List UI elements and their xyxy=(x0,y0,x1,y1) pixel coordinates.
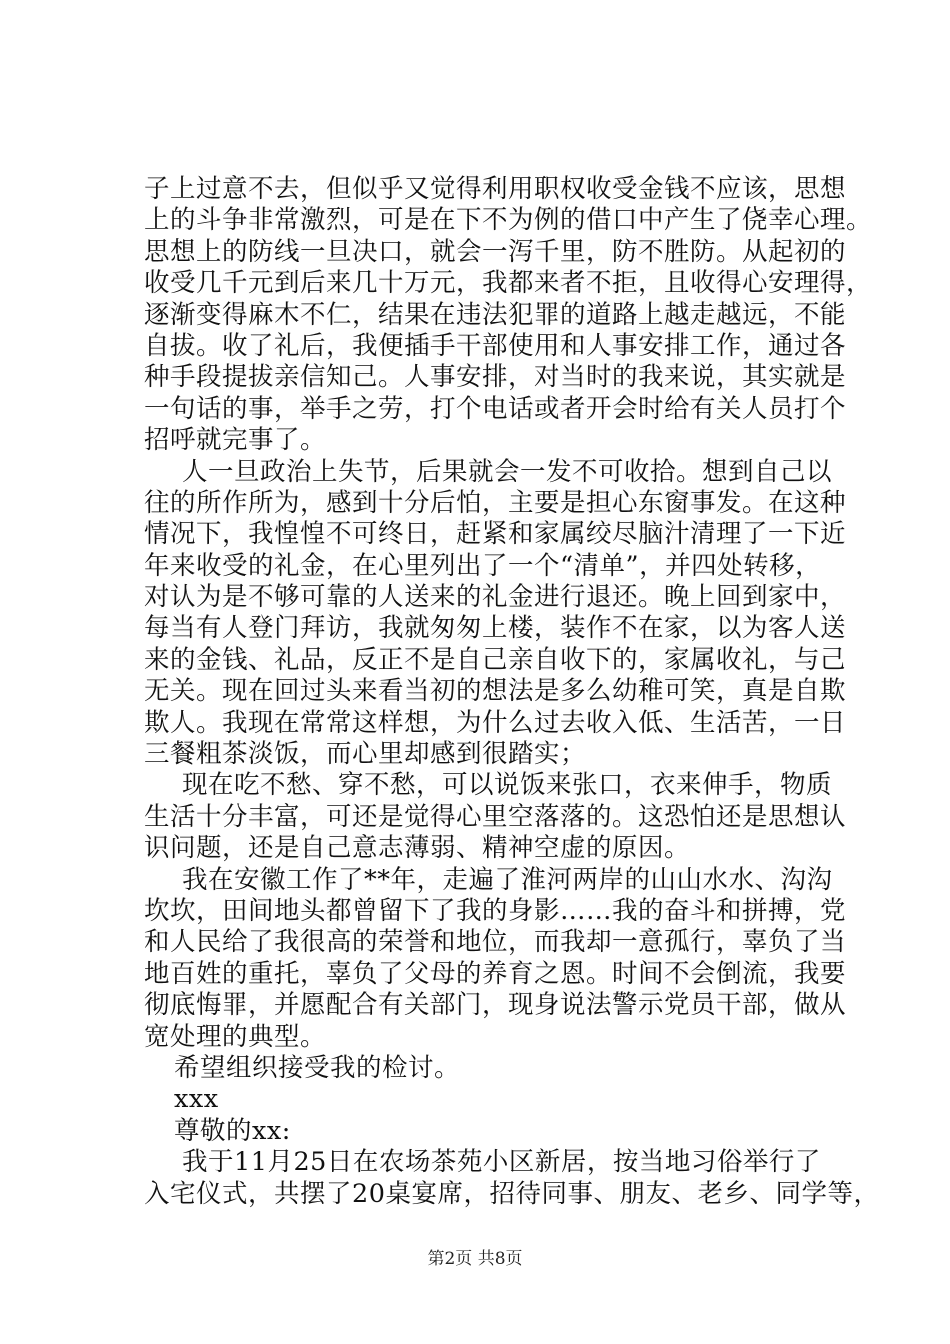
text-line: 上的斗争非常激烈，可是在下不为例的借口中产生了侥幸心理。 xyxy=(144,205,873,236)
document-body xyxy=(144,174,880,1210)
text-line: 逐渐变得麻木不仁，结果在违法犯罪的道路上越走越远，不能 xyxy=(144,299,847,330)
page-number-footer: 第2页 共8页 xyxy=(427,1249,523,1269)
paragraph-start-line: 人一旦政治上失节，后果就会一发不可收拾。想到自己以 xyxy=(182,456,833,487)
text-line: 生活十分丰富，可还是觉得心里空落落的。这恐怕还是思想认 xyxy=(144,801,847,832)
text-line: 欺人。我现在常常这样想，为什么过去收入低、生活苦，一日 xyxy=(144,707,847,738)
signature-line: xxx xyxy=(174,1084,219,1115)
text-line: 地百姓的重托，辜负了父母的养育之恩。时间不会倒流，我要 xyxy=(144,958,847,989)
text-line: 收受几千元到后来几十万元，我都来者不拒，且收得心安理得， xyxy=(144,268,873,299)
text-line: 子上过意不去，但似乎又觉得利用职权收受金钱不应该，思想 xyxy=(144,174,847,204)
paragraph-start-line: 现在吃不愁、穿不愁，可以说饭来张口，衣来伸手，物质 xyxy=(182,770,833,801)
text-line: 一句话的事，举手之劳，打个电话或者开会时给有关人员打个 xyxy=(144,393,847,424)
text-line: 来的金钱、礼品，反正不是自己亲自收下的，家属收礼，与己 xyxy=(144,644,847,675)
text-line: 往的所作所为，感到十分后怕，主要是担心东窗事发。在这种 xyxy=(144,487,847,518)
text-line: 种手段提拔亲信知己。人事安排，对当时的我来说，其实就是 xyxy=(144,362,847,393)
salutation-line: 尊敬的xx: xyxy=(174,1115,291,1146)
text-line: 坎坎，田间地头都曾留下了我的身影……我的奋斗和拼搏，党 xyxy=(144,895,847,926)
text-line: 年来收受的礼金，在心里列出了一个“清单”，并四处转移， xyxy=(144,550,822,581)
text-line: 和人民给了我很高的荣誉和地位，而我却一意孤行，辜负了当 xyxy=(144,927,847,958)
paragraph-start-line: 我在安徽工作了**年，走遍了淮河两岸的山山水水、沟沟 xyxy=(182,864,833,895)
text-line: 自拔。收了礼后，我便插手干部使用和人事安排工作，通过各 xyxy=(144,330,847,361)
text-line: 思想上的防线一旦决口，就会一泻千里，防不胜防。从起初的 xyxy=(144,236,847,267)
text-line: 宽处理的典型。 xyxy=(144,1021,327,1052)
paragraph-start-line: 希望组织接受我的检讨。 xyxy=(174,1052,461,1083)
text-line: 对认为是不够可靠的人送来的礼金进行退还。晚上回到家中， xyxy=(144,582,847,613)
text-line: 三餐粗茶淡饭，而心里却感到很踏实； xyxy=(144,739,587,770)
text-line: 招呼就完事了。 xyxy=(144,425,327,456)
text-line: 识问题，还是自己意志薄弱、精神空虚的原因。 xyxy=(144,833,691,864)
text-line: 无关。现在回过头来看当初的想法是多么幼稚可笑，真是自欺 xyxy=(144,676,847,707)
text-line: 入宅仪式，共摆了20桌宴席，招待同事、朋友、老乡、同学等， xyxy=(144,1178,880,1209)
text-line: 情况下，我惶惶不可终日，赶紧和家属绞尽脑汁清理了一下近 xyxy=(144,519,847,550)
text-line: 每当有人登门拜访，我就匆匆上楼，装作不在家，以为客人送 xyxy=(144,613,847,644)
text-line: 彻底悔罪，并愿配合有关部门，现身说法警示党员干部，做从 xyxy=(144,990,847,1021)
paragraph-start-line: 我于11月25日在农场茶苑小区新居，按当地习俗举行了 xyxy=(182,1147,821,1178)
